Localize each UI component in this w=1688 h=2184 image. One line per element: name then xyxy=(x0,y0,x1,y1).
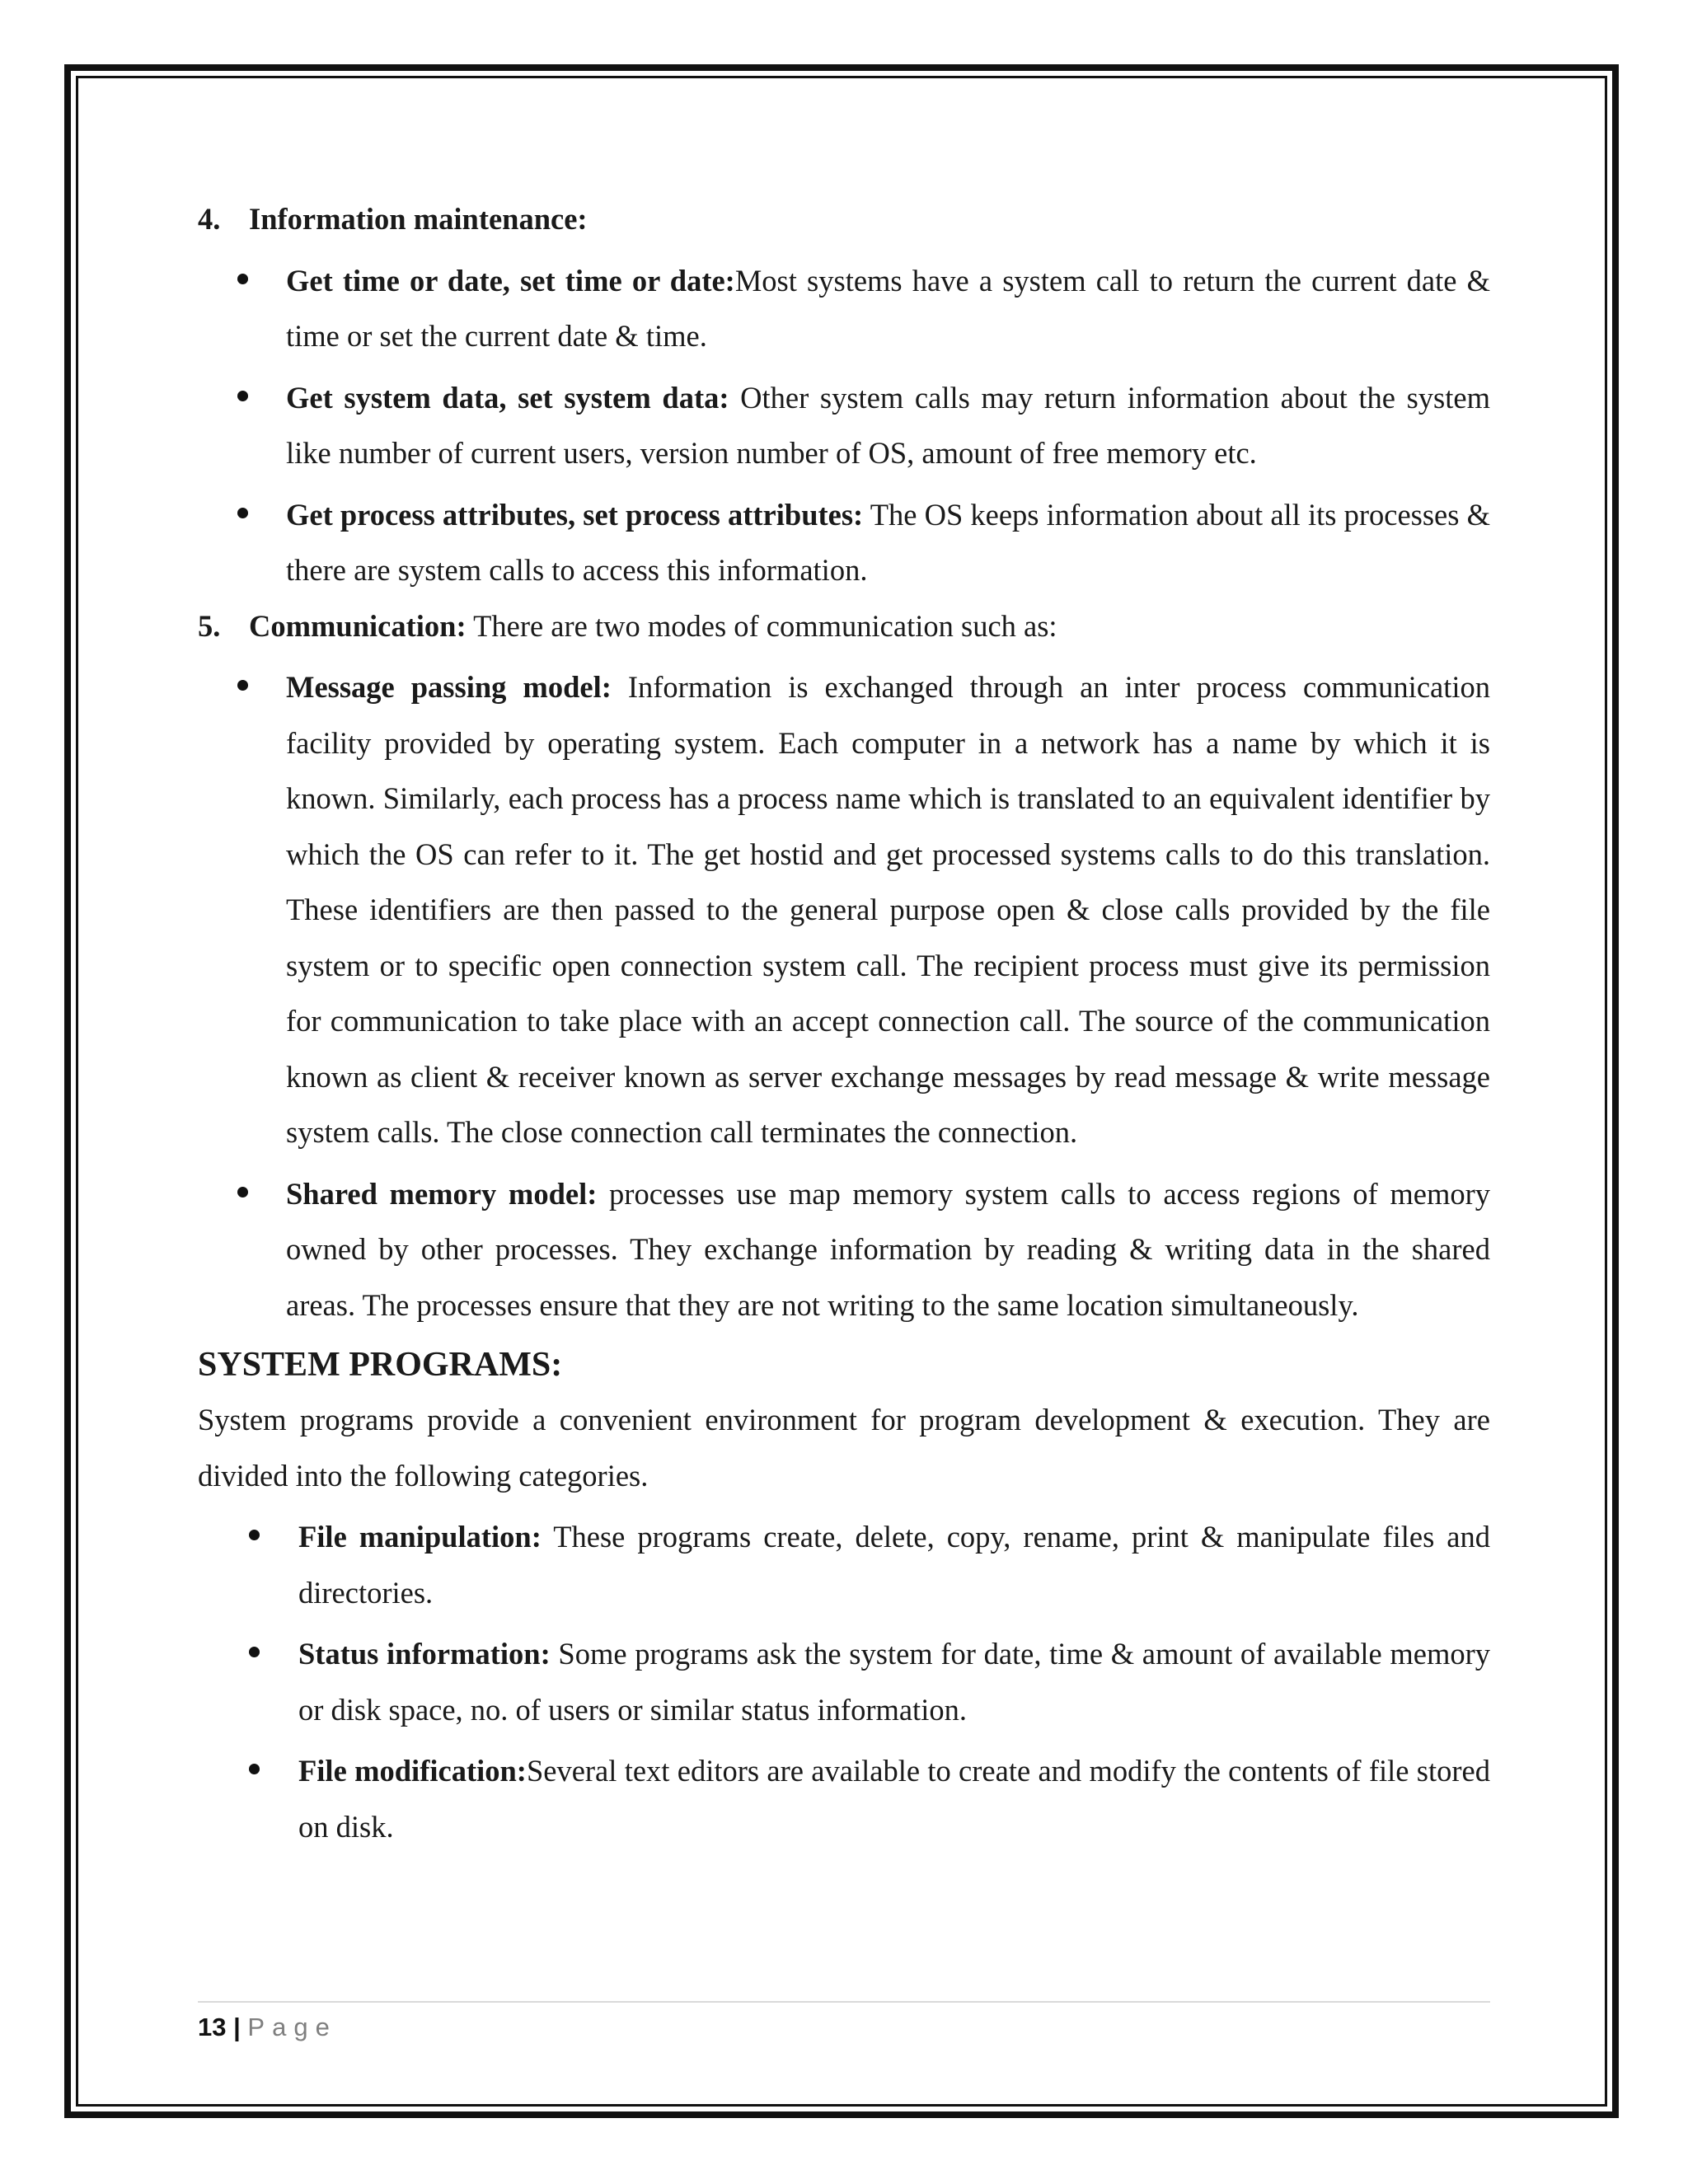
page-label: Page xyxy=(247,2013,337,2041)
item-text: Information is exchanged through an inter process communication facility provided by operating system. Each computer in a network has a name by which it is known. Similarly, each process has a process name which is translated to an equivalent identifier by which the OS can refer to it. The get hostid and get processed systems calls to do this translation. These identifiers are then passed to the general purpose open & close calls provided by the file system or to specific open connection system call. The recipient process must give its permission for communication to take place with an accept connection call. The source of the communication known as client & receiver known as server exchange messages by read message & write message system calls. The close connection call terminates the connection. xyxy=(286,670,1490,1149)
item-text: Several text editors are available to create and modify the contents of file stored on disk. xyxy=(298,1754,1490,1844)
list-item xyxy=(198,1509,1490,1620)
footer-separator: | xyxy=(233,2013,241,2041)
system-programs-list xyxy=(198,1509,1490,1854)
section-4-title: Information maintenance: xyxy=(249,202,588,236)
item-text: processes use map memory system calls to access regions of memory owned by other processes. They exchange information by reading & writing data in the shared areas. The processes ensure that they are not writing to the same location simultaneously. xyxy=(286,1176,1490,1322)
item-text: These programs create, delete, copy, rename, print & manipulate files and directories. xyxy=(298,1520,1490,1610)
item-text: Most systems have a system call to return the current date & time or set the current date & time. xyxy=(286,263,1490,353)
item-term: Shared memory model: xyxy=(286,1176,598,1211)
list-item xyxy=(198,253,1490,364)
bullet-icon xyxy=(249,1647,260,1657)
item-text: The OS keeps information about all its processes & there are system calls to access this information. xyxy=(286,497,1490,587)
list-item xyxy=(198,370,1490,481)
page-number: 13 xyxy=(198,2013,227,2041)
item-term: Message passing model: xyxy=(286,670,612,704)
section-5-list xyxy=(198,659,1490,1333)
item-term: Status information: xyxy=(298,1637,551,1671)
bullet-icon xyxy=(237,391,248,401)
list-item xyxy=(198,1743,1490,1854)
item-text: Other system calls may return information about the system like number of current users, version number of OS, amount of free memory etc. xyxy=(286,380,1490,470)
item-term: File manipulation: xyxy=(298,1520,542,1554)
item-term: Get process attributes, set process attributes: xyxy=(286,497,864,532)
system-programs-heading: SYSTEM PROGRAMS: xyxy=(198,1346,563,1384)
bullet-icon xyxy=(237,680,248,691)
system-programs-intro: System programs provide a convenient environment for program development & execution. They are divided into the following categories. xyxy=(198,1403,1490,1493)
list-item xyxy=(198,487,1490,598)
bullet-icon xyxy=(237,274,248,284)
section-5-number: 5. xyxy=(198,608,221,643)
list-item xyxy=(198,659,1490,1160)
section-4-heading xyxy=(198,191,1490,247)
section-5-heading xyxy=(198,598,1490,654)
section-4-number: 4. xyxy=(198,202,221,236)
item-text: Some programs ask the system for date, time & amount of available memory or disk space, no. of users or similar status information. xyxy=(298,1637,1490,1727)
page-footer xyxy=(198,2001,1490,2046)
item-term: File modification: xyxy=(298,1754,527,1788)
page-content xyxy=(198,191,1490,1860)
item-term: Get system data, set system data: xyxy=(286,380,729,415)
item-term: Get time or date, set time or date: xyxy=(286,263,735,298)
list-item xyxy=(198,1166,1490,1333)
bullet-icon xyxy=(237,508,248,518)
list-item xyxy=(198,1626,1490,1737)
section-5-title: Communication: xyxy=(249,608,467,643)
bullet-icon xyxy=(237,1187,248,1197)
section-5-intro: There are two modes of communication such as: xyxy=(466,608,1057,643)
bullet-icon xyxy=(249,1530,260,1540)
bullet-icon xyxy=(249,1764,260,1774)
section-4-list xyxy=(198,253,1490,598)
